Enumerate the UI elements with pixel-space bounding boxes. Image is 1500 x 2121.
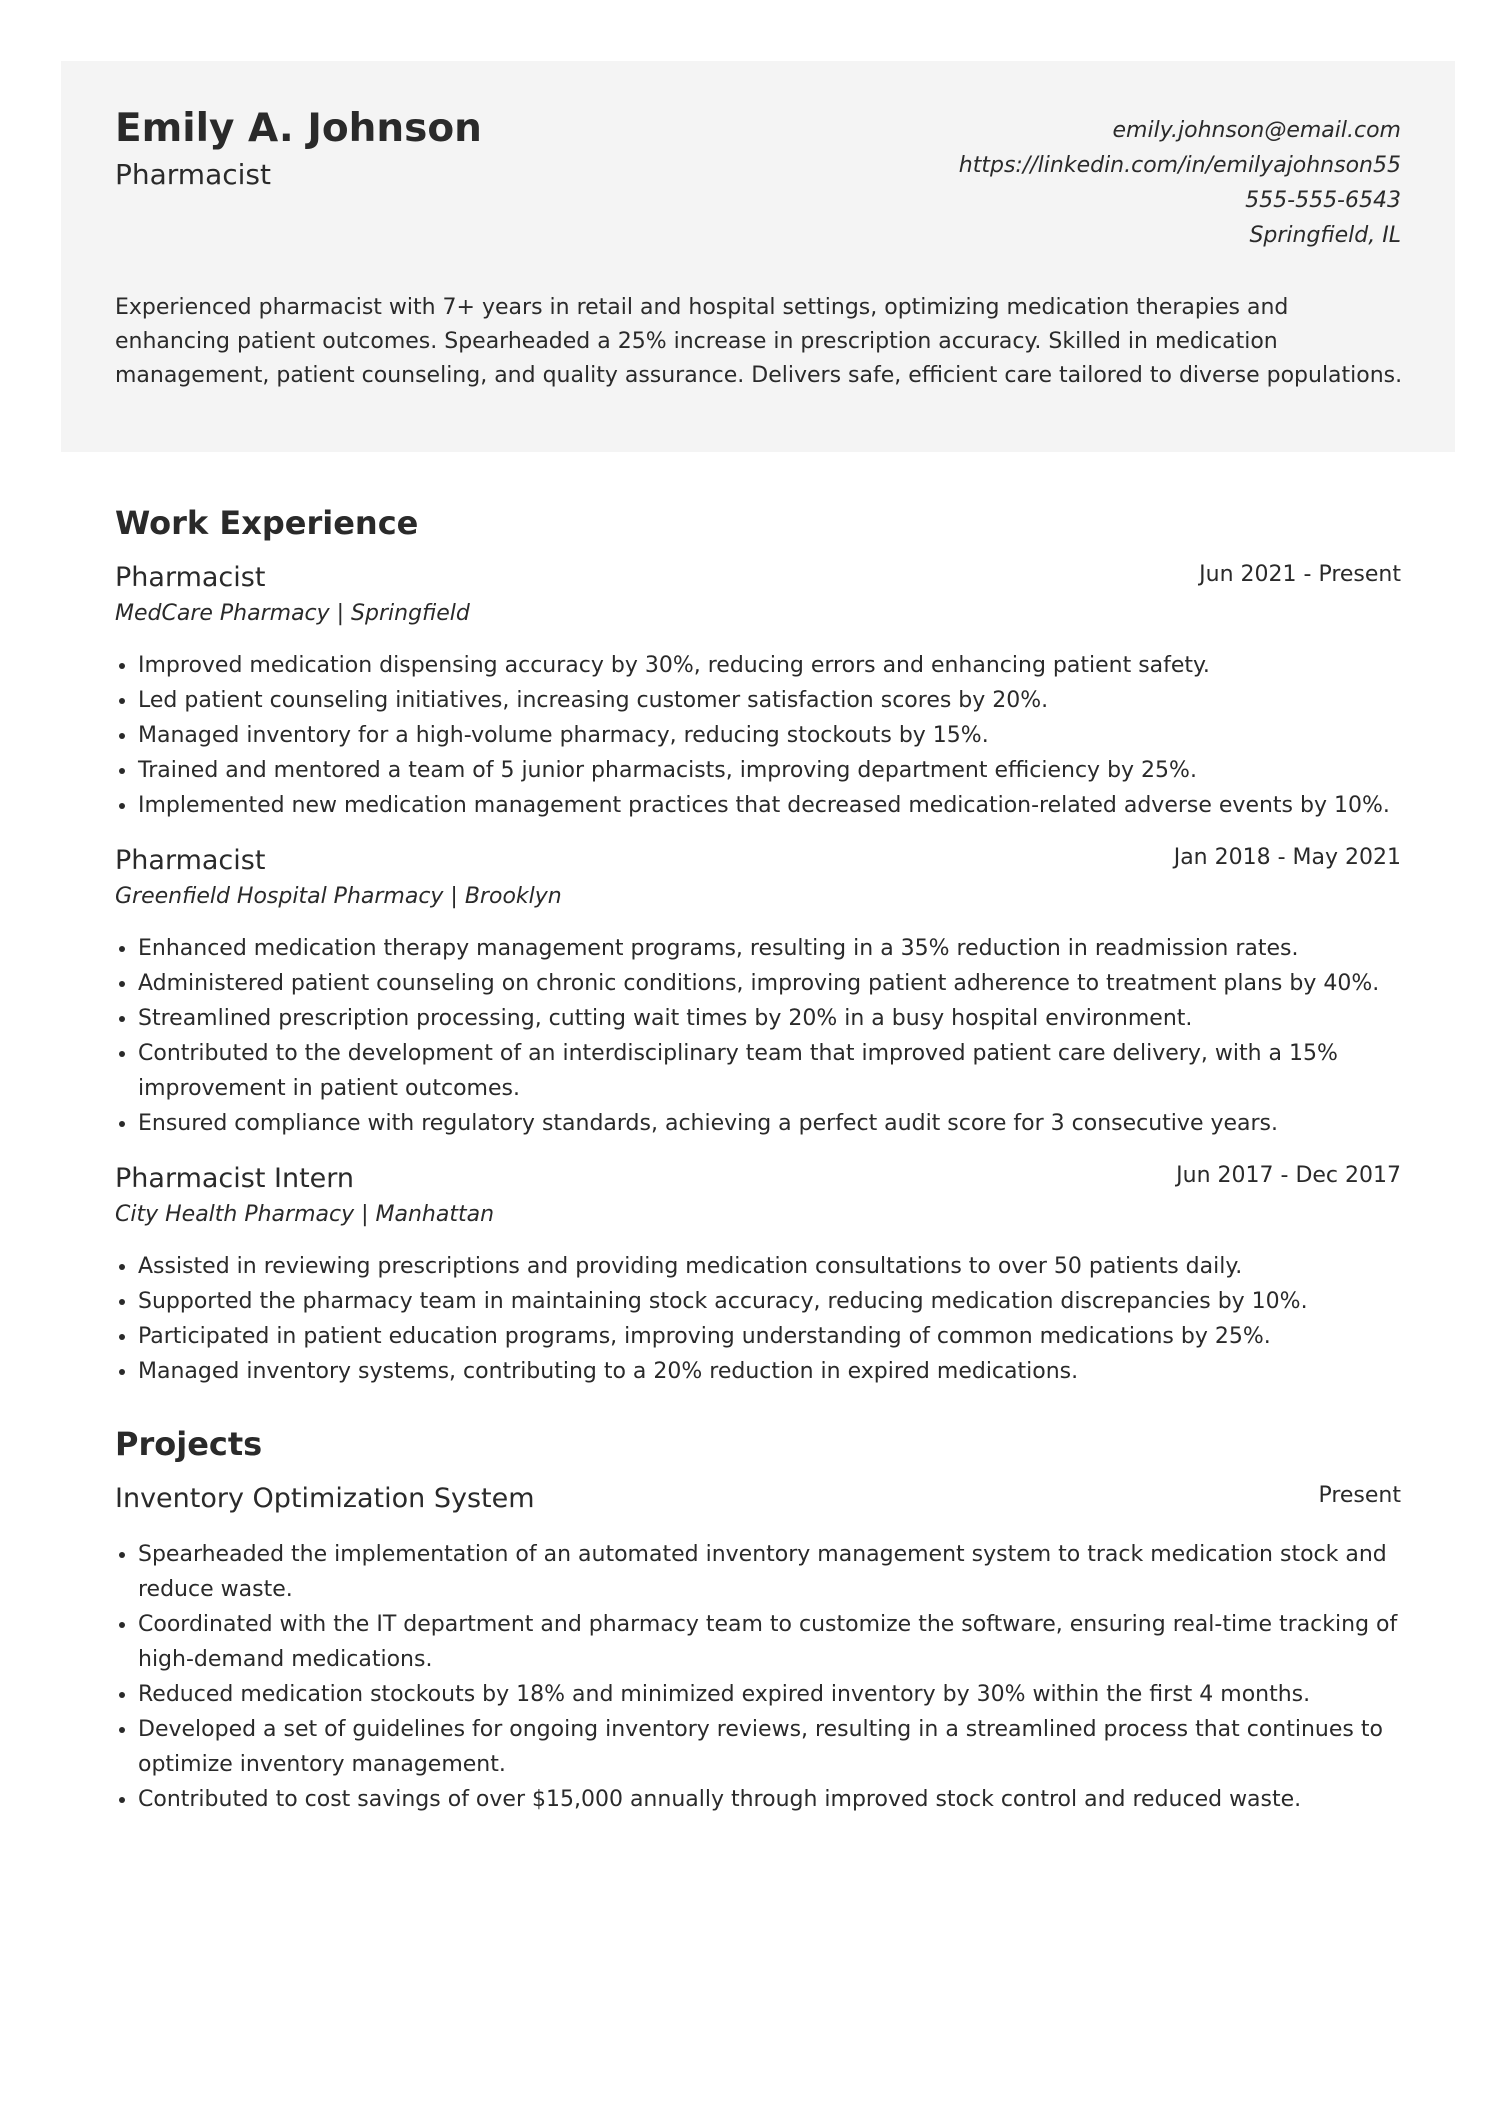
section-heading-work: Work Experience [115, 504, 419, 542]
job-company: City Health Pharmacy | Manhattan [115, 1202, 495, 1227]
job-title: Pharmacist Intern [115, 1163, 355, 1194]
candidate-name: Emily A. Johnson [115, 106, 482, 151]
bullet-item: • Developed a set of guidelines for ongoing inventory reviews, resulting in a streamlined process that continues to optimize inventory management. [138, 1712, 1401, 1782]
contact-location: Springfield, IL [1249, 223, 1401, 248]
bullet-item: • Participated in patient education programs, improving understanding of common medications by 25%. [138, 1319, 1401, 1354]
job-entry [115, 841, 1401, 1141]
contact-linkedin[interactable]: https://linkedin.com/in/emilyajohnson55 [958, 153, 1401, 178]
bullet-item: • Trained and mentored a team of 5 junior pharmacists, improving department efficiency by 25%. [138, 753, 1401, 788]
candidate-title: Pharmacist [115, 158, 271, 191]
bullet-item: • Contributed to cost savings of over $15,000 annually through improved stock control and reduced waste. [138, 1782, 1401, 1817]
bullet-item: • Enhanced medication therapy management programs, resulting in a 35% reduction in readmission rates. [138, 931, 1401, 966]
bullet-item: • Managed inventory systems, contributing to a 20% reduction in expired medications. [138, 1354, 1401, 1389]
bullet-item: • Managed inventory for a high-volume pharmacy, reducing stockouts by 15%. [138, 718, 1401, 753]
job-entry [115, 558, 1401, 823]
job-entry [115, 1159, 1401, 1389]
section-heading-projects: Projects [115, 1425, 263, 1463]
bullet-item: • Coordinated with the IT department and pharmacy team to customize the software, ensuring real-time tracking of high-demand medications. [138, 1607, 1401, 1677]
projects-section [115, 1419, 1401, 1817]
job-title: Pharmacist [115, 562, 266, 593]
bullet-item: • Improved medication dispensing accuracy by 30%, reducing errors and enhancing patient safety. [138, 648, 1401, 683]
bullet-item: • Implemented new medication management practices that decreased medication-related adverse events by 10%. [138, 788, 1401, 823]
bullet-item: • Contributed to the development of an interdisciplinary team that improved patient care delivery, with a 15% improvement in patient outcomes. [138, 1036, 1401, 1106]
job-dates: Jun 2017 - Dec 2017 [1176, 1163, 1401, 1188]
job-bullets [115, 931, 1401, 1141]
professional-summary: Experienced pharmacist with 7+ years in retail and hospital settings, optimizing medication therapies and enhancing patient outcomes. Spearheaded a 25% increase in prescription accuracy. Skilled in medication management, patient counseling, and quality assurance. Delivers safe, efficient care tailored to diverse populations. [115, 295, 1403, 388]
job-dates: Jan 2018 - May 2021 [1173, 845, 1401, 870]
bullet-item: • Reduced medication stockouts by 18% and minimized expired inventory by 30% within the first 4 months. [138, 1677, 1401, 1712]
job-bullets [115, 648, 1401, 823]
work-experience-section [115, 498, 1401, 1389]
job-bullets [115, 1249, 1401, 1389]
project-title: Inventory Optimization System [115, 1483, 535, 1514]
project-bullets [115, 1537, 1401, 1817]
bullet-item: • Ensured compliance with regulatory standards, achieving a perfect audit score for 3 consecutive years. [138, 1106, 1401, 1141]
job-dates: Jun 2021 - Present [1199, 562, 1401, 587]
project-entry [115, 1479, 1401, 1817]
bullet-item: • Assisted in reviewing prescriptions and providing medication consultations to over 50 patients daily. [138, 1249, 1401, 1284]
resume-body [115, 498, 1401, 1817]
bullet-item: • Streamlined prescription processing, cutting wait times by 20% in a busy hospital environment. [138, 1001, 1401, 1036]
resume-header [61, 61, 1455, 452]
bullet-item: • Spearheaded the implementation of an automated inventory management system to track medication stock and reduce waste. [138, 1537, 1401, 1607]
project-dates: Present [1318, 1483, 1401, 1508]
bullet-item: • Administered patient counseling on chronic conditions, improving patient adherence to treatment plans by 40%. [138, 966, 1401, 1001]
job-company: MedCare Pharmacy | Springfield [115, 601, 470, 626]
bullet-item: • Led patient counseling initiatives, increasing customer satisfaction scores by 20%. [138, 683, 1401, 718]
contact-info [959, 113, 1401, 253]
bullet-item: • Supported the pharmacy team in maintaining stock accuracy, reducing medication discrepancies by 10%. [138, 1284, 1401, 1319]
contact-email[interactable]: emily.johnson@email.com [1112, 118, 1401, 143]
job-company: Greenfield Hospital Pharmacy | Brooklyn [115, 884, 562, 909]
job-title: Pharmacist [115, 845, 266, 876]
contact-phone[interactable]: 555-555-6543 [1245, 188, 1401, 213]
